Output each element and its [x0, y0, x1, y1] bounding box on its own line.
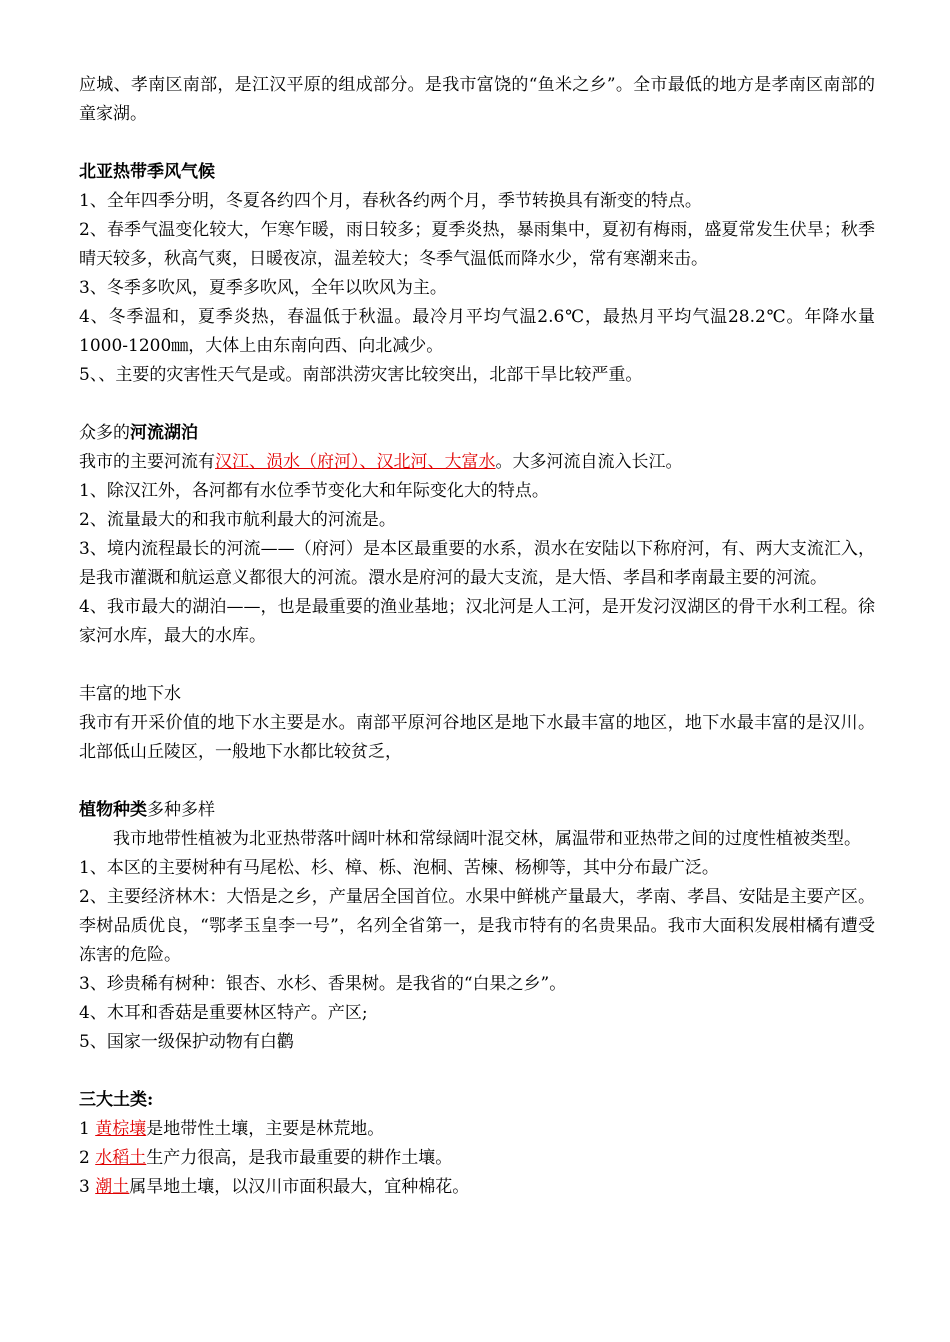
soils-heading: 三大土类: [79, 1090, 154, 1110]
climate-item-2: 2、春季气温变化较大，乍寒乍暖，雨日较多；夏季炎热，暴雨集中，夏初有梅雨，盛夏常发生伏旱；秋季晴天较多，秋高气爽，日暖夜凉，温差较大；冬季气温低而降水少，常有寒潮来击。 [79, 220, 875, 269]
climate-item-5: 5、、主要的灾害性天气是或。南部洪涝灾害比较突出，北部干旱比较严重。 [79, 365, 643, 385]
soil-item-number: 2 [79, 1148, 96, 1168]
rivers-heading [79, 419, 875, 448]
soil-item-name: 水稻土 [95, 1148, 147, 1168]
soil-item-text: 属旱地土壤，以汉川市面积最大，宜种棉花。 [129, 1177, 470, 1197]
soil-item-3 [79, 1173, 875, 1202]
rivers-main-prefix: 我市的主要河流有 [79, 452, 215, 472]
rivers-item-4: 4、我市最大的湖泊——，也是最重要的渔业基地；汉北河是人工河，是开发汈汊湖区的骨干水利工程。徐家河水库，最大的水库。 [79, 597, 875, 646]
soil-item-number: 3 [79, 1177, 96, 1197]
groundwater-text: 我市有开采价值的地下水主要是水。南部平原河谷地区是地下水最丰富的地区，地下水最丰富的是汉川。北部低山丘陵区，一般地下水都比较贫乏， [79, 713, 875, 762]
plants-heading [79, 796, 875, 825]
plants-item-2: 2、主要经济林木：大悟是之乡，产量居全国首位。水果中鲜桃产量最大，孝南、孝昌、安陆是主要产区。李树品质优良，“鄂孝玉皇李一号”，名列全省第一，是我市特有的名贵果品。我市大面积发展柑橘有遭受冻害的危险。 [79, 887, 875, 965]
rivers-heading-prefix: 众多的 [79, 423, 130, 443]
soil-item-number: 1 [79, 1119, 96, 1139]
plants-item-5: 5、国家一级保护动物有白鹳 [79, 1032, 294, 1052]
soil-item-name: 潮土 [95, 1177, 130, 1197]
climate-item-3: 3、冬季多吹风，夏季多吹风，全年以吹风为主。 [79, 278, 447, 298]
spacer [79, 767, 875, 796]
intro-paragraph: 应城、孝南区南部，是江汉平原的组成部分。是我市富饶的“鱼米之乡”。全市最低的地方是孝南区南部的童家湖。 [79, 75, 875, 124]
soil-item-text: 生产力很高，是我市最重要的耕作土壤。 [146, 1148, 453, 1168]
rivers-main [79, 448, 875, 477]
spacer [79, 390, 875, 419]
soil-item-1 [79, 1115, 875, 1144]
soil-item-text: 是地带性土壤，主要是林荒地。 [146, 1119, 385, 1139]
plants-item-1: 1、本区的主要树种有马尾松、杉、樟、栎、泡桐、苦楝、杨柳等，其中分布最广泛。 [79, 858, 719, 878]
plants-item-3: 3、珍贵稀有树种：银杏、水杉、香果树。是我省的“白果之乡”。 [79, 974, 567, 994]
spacer [79, 1057, 875, 1086]
climate-item-1: 1、全年四季分明，冬夏各约四个月，春秋各约两个月，季节转换具有渐变的特点。 [79, 191, 702, 211]
soil-item-name: 黄棕壤 [95, 1119, 147, 1139]
soil-item-2 [79, 1144, 875, 1173]
groundwater-heading: 丰富的地下水 [79, 684, 181, 704]
rivers-main-list: 汉江、涢水（府河）、汉北河、大富水 [215, 452, 496, 472]
plants-item-4: 4、木耳和香菇是重要林区特产。产区; [79, 1003, 368, 1023]
document-body [79, 71, 875, 1202]
plants-heading-rest: 多种多样 [147, 800, 215, 820]
rivers-item-2: 2、流量最大的和我市航利最大的河流是。 [79, 510, 396, 530]
climate-item-4: 4、冬季温和，夏季炎热，春温低于秋温。最冷月平均气温2.6℃，最热月平均气温28.2℃。年降水量1000-1200㎜，大体上由东南向西、向北减少。 [79, 307, 875, 356]
plants-heading-bold: 植物种类 [79, 800, 147, 820]
climate-heading: 北亚热带季风气候 [79, 162, 215, 182]
rivers-heading-bold: 河流湖泊 [130, 423, 198, 443]
rivers-main-suffix: 。大多河流自流入长江。 [495, 452, 683, 472]
rivers-item-3: 3、境内流程最长的河流——（府河）是本区最重要的水系，涢水在安陆以下称府河，有、两大支流汇入，是我市灌溉和航运意义都很大的河流。澴水是府河的最大支流，是大悟、孝昌和孝南最主要的河流。 [79, 539, 875, 588]
spacer [79, 129, 875, 158]
rivers-item-1: 1、除汉江外，各河都有水位季节变化大和年际变化大的特点。 [79, 481, 549, 501]
spacer [79, 651, 875, 680]
plants-intro: 我市地带性植被为北亚热带落叶阔叶林和常绿阔叶混交林，属温带和亚热带之间的过度性植被类型。 [113, 829, 861, 849]
